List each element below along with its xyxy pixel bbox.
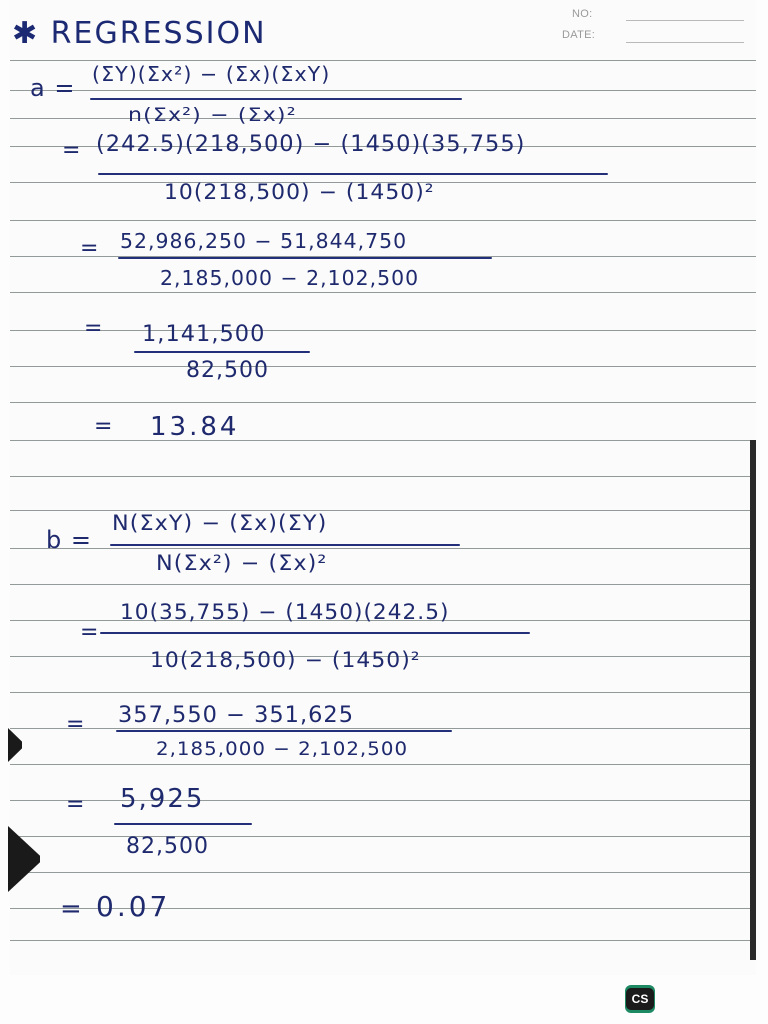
ruled-line [10,220,756,221]
a-equals-2: = [80,236,100,261]
a-sub-denominator: 10(218,500) − (1450)² [164,180,435,204]
a-formula-denominator: n(Σx²) − (Σx)² [128,104,297,126]
b-fraction-bar [114,823,252,825]
ruled-line [10,292,756,293]
ruled-line [10,330,756,331]
b-sub-fraction-bar [100,632,530,634]
ruled-line [10,118,756,119]
camscanner-logo [625,985,655,1013]
a-formula-fraction-bar [90,98,462,100]
a-sub-fraction-bar [98,173,608,175]
no-line [626,20,744,21]
ruled-line [10,440,756,441]
a-formula-numerator: (ΣY)(Σx²) − (Σx)(ΣxY) [92,62,331,86]
a-calc-numerator: 52,986,250 − 51,844,750 [120,229,408,253]
page-edge-shadow [750,440,756,960]
a-fraction-denominator: 82,500 [186,358,269,383]
ruled-line [10,764,756,765]
b-calc-numerator: 357,550 − 351,625 [118,703,355,728]
ruled-line [10,548,756,549]
a-result: 13.84 [150,412,240,442]
b-equals-3: = [66,792,86,817]
ruled-line [10,728,756,729]
b-label: b = [46,526,92,554]
page-title: ✱ REGRESSION [12,16,267,51]
no-label: NO: [572,8,593,20]
ruled-line [10,402,756,403]
b-formula-denominator: N(Σx²) − (Σx)² [156,551,328,575]
b-equals-4: = [60,894,83,924]
ruled-line [10,836,756,837]
b-result: 0.07 [96,890,171,923]
b-sub-numerator: 10(35,755) − (1450)(242.5) [120,600,450,624]
b-calc-fraction-bar [116,730,452,732]
a-fraction-numerator: 1,141,500 [142,322,266,347]
b-sub-denominator: 10(218,500) − (1450)² [150,648,421,672]
b-formula-fraction-bar [110,544,460,546]
a-label: a = [30,74,76,102]
b-formula-numerator: N(ΣxY) − (Σx)(ΣY) [112,511,328,535]
b-equals-1: = [80,620,100,645]
date-label: DATE: [562,29,596,41]
ruled-line [10,60,756,61]
a-calc-fraction-bar [118,257,492,259]
camscanner-logo-text: CS [626,988,654,1010]
b-equals-2: = [66,712,86,737]
ruled-line [10,872,756,873]
ruled-line [10,940,756,941]
ruled-line [10,476,756,477]
a-calc-denominator: 2,185,000 − 2,102,500 [160,266,420,290]
b-fraction-numerator: 5,925 [120,784,205,814]
a-equals-1: = [62,138,82,163]
ruled-line [10,90,756,91]
ruled-line [10,366,756,367]
a-fraction-bar [134,351,310,353]
a-sub-numerator: (242.5)(218,500) − (1450)(35,755) [96,132,526,157]
b-fraction-denominator: 82,500 [126,834,209,859]
a-equals-4: = [94,414,114,439]
date-line [626,42,744,43]
b-calc-denominator: 2,185,000 − 2,102,500 [156,738,409,760]
ruled-line [10,692,756,693]
a-equals-3: = [84,316,104,341]
ruled-line [10,584,756,585]
